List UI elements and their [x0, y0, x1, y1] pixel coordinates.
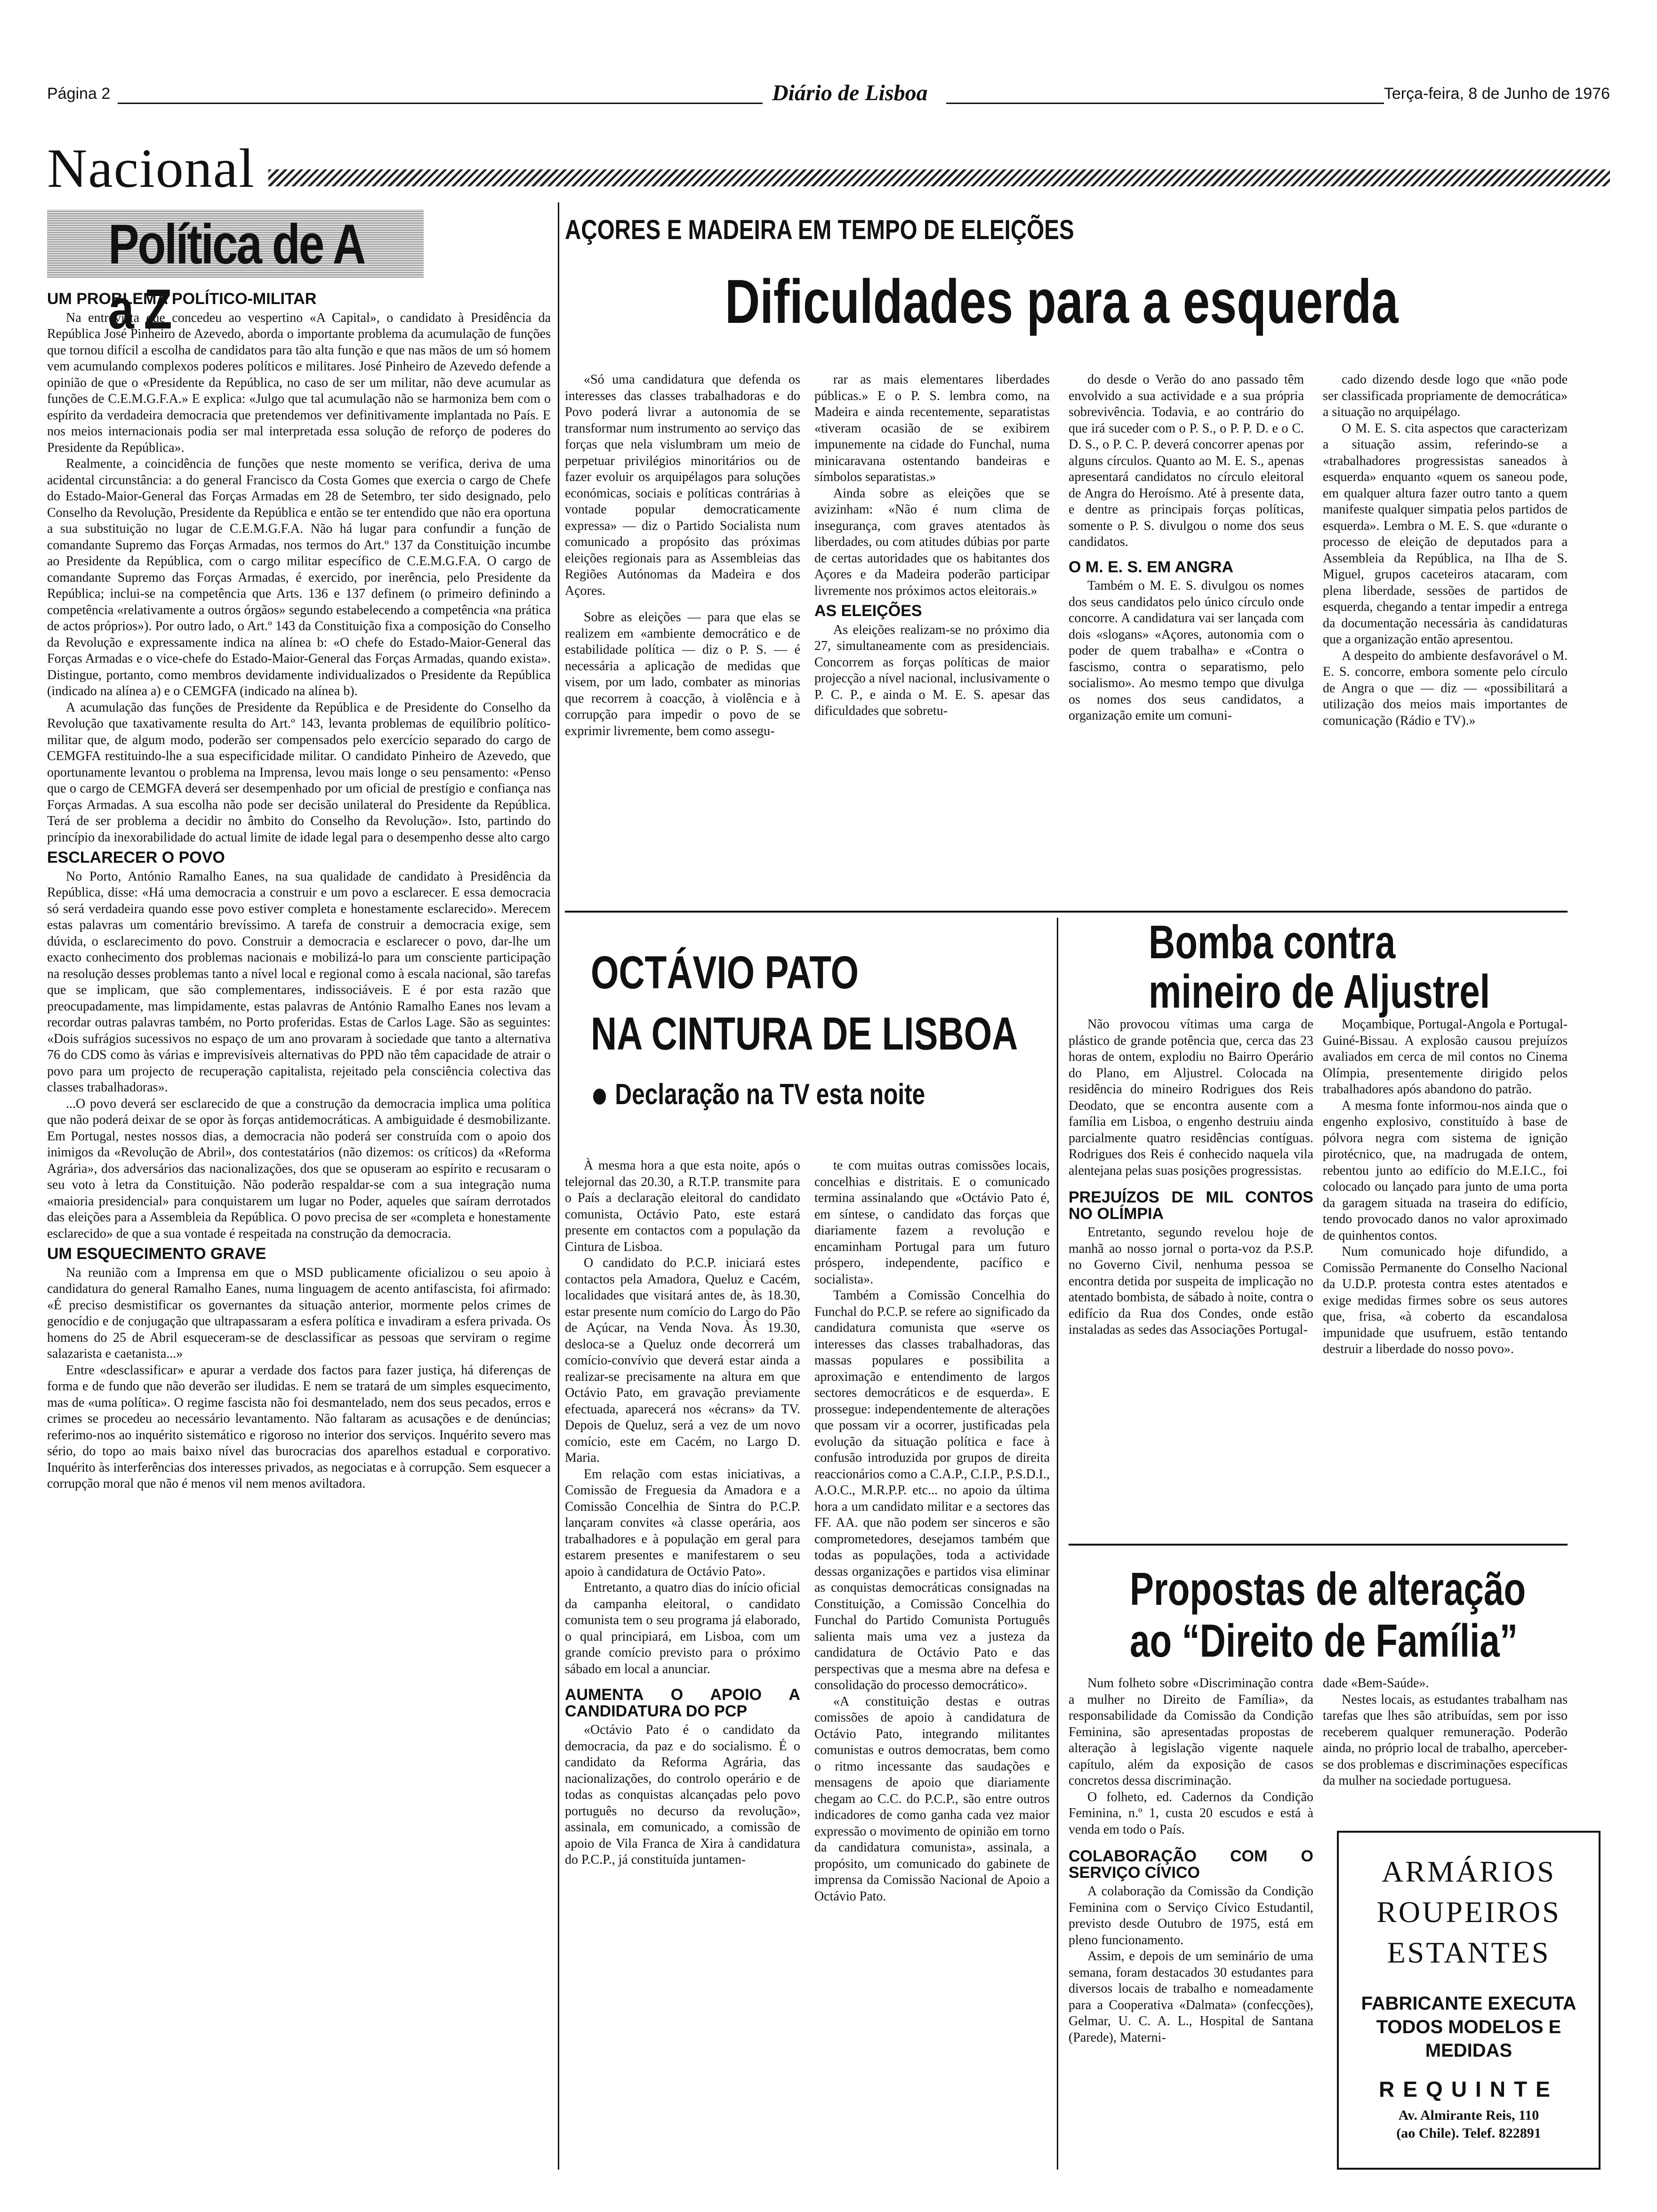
- paragraph: dade «Bem-Saúde».: [1323, 1676, 1429, 1691]
- acores-subhead-angra: O M. E. S. EM ANGRA: [1069, 558, 1234, 576]
- paragraph: As eleições realizam-se no próximo dia 27, simultaneamente com as presidenciais. Concorrem as forças políticas de maior projecção a nível nacional, inclusivamente o P. C. P., e ainda o M. E. S. apesar das dificuldades que sobretu-: [814, 622, 1050, 718]
- column-divider: [558, 202, 559, 2170]
- paragraph: O M. E. S. cita aspectos que caracterizam a situação assim, referindo-se a «trabalhadores progressistas saneados à esquerda» enquanto «quem os saneou pode, em qualquer altura fazer outro tanto a quem manifeste qualquer simpatia pelos partidos de esquerda». Lembra o M. E. S. que «durante o processo de eleição de deputados para a Assembleia da República, na Ilha de S. Miguel, grupos caceteiros atacaram, com plena liberdade, sessões de partidos de esquerda, chegando a tentar impedir a entrega da documentação necessária às candidaturas que a organização então apresentou.: [1323, 421, 1568, 647]
- paragraph: No Porto, António Ramalho Eanes, na sua qualidade de candidato à Presidência da República, disse: «Há uma democracia a construir e um povo a esclarecer. E essa democracia só será verdadeira quando esse povo estiver completa e honestamente esclarecido». Merecem estas palavras um comentário brevíssimo. A tarefa de construir a democracia exige, sem dúvida, o esclarecimento do povo. Construir a democracia e esclarecer o povo, dar-lhe um exacto conhecimento dos problemas nacionais e mobilizá-lo para um consciente participação na resolução desses problemas tanto a nível local e regional como à escala nacional, são tarefas que se implicam, que são complementares, indissociáveis. E é por esta razão que preocupadamente, mas limpidamente, estas palavras de António Ramalho Eanes nos levam a recordar outras palavras também, no Porto proferidas. Estas de Carlos Lage. São as seguintes: «Dois sufrágios sucessivos no espaço de um ano provaram à sociedade que tanto a alternativa 76 do CDS como às várias e imprevisíveis alternativas do PPD não têm capacidade de atrair o povo para um projecto de recuperação capitalista, rejeitado pela consciência colectiva das classes trabalhadoras».: [47, 869, 551, 1095]
- pato-column-1: [565, 1158, 800, 1868]
- pato-column-2: [814, 1158, 1050, 1905]
- paragraph: Realmente, a coincidência de funções que neste momento se verifica, deriva de uma acidental circunstância: a do general Francisco da Costa Gomes que exercia o cargo de Chefe do Estado-Maior-General das Forças Armadas em 28 de Setembro, ter sido designado, pelo Conselho da Revolução, Presidente da República e então se ter entendido que não era oportuna a sua substituição no lugar de C.E.M.G.F.A. Não há lugar para confundir a função de comandante Supremo das Forças Armadas, nos termos do Art.º 137 da Constituição incumbe ao Presidente da República, com o cargo militar específico de C.E.M.G.F.A. O cargo de comandante Supremo das Forças Armadas, é exercido, por inerência, pelo Presidente da República; inclui-se na competência que Arts. 136 e 137 definem (o primeiro definindo a competência «relativamente a outros órgãos» segundo estabelecendo a competência «na prática de actos próprios»). Por outro lado, o Art.º 143 da Constituição fixa a composição do Conselho da Revolução e expressamente indica na alínea b: «O chefe do Estado-Maior-General das Forças Armadas e o vice-chefe do Estado-Maior-General das Forças Armadas, quando exista». Distingue, portanto, como membros devidamente individualizados o Presidente da República (indicado na alínea a) e o CEMGFA (indicado na alínea b).: [47, 457, 551, 698]
- paragraph: O folheto, ed. Cadernos da Condição Feminina, n.º 1, custa 20 escudos e está à venda em todo o País.: [1069, 1789, 1313, 1837]
- pato-subtitle: [593, 1078, 925, 1111]
- ad-line-armarios: ARMÁRIOS: [1382, 1855, 1556, 1888]
- bomba-subhead-prejuizos: PREJUÍZOS DE MIL CONTOS NO OLÍMPIA: [1069, 1188, 1313, 1223]
- paragraph: À mesma hora a que esta noite, após o telejornal das 20.30, a R.T.P. transmite para o País a declaração eleitoral do candidato comunista, Octávio Pato, este estará presente em contactos com a população da Cintura de Lisboa.: [565, 1158, 800, 1254]
- paragraph: Moçambique, Portugal-Angola e Portugal-Guiné-Bissau. A explosão causou prejuízos avaliados em cerca de mil contos no Cinema Olímpia, presentemente dirigido pelos trabalhadores após abandono do patrão.: [1323, 1017, 1568, 1097]
- paragraph: Na entrevista que concedeu ao vespertino «A Capital», o candidato à Presidência da República José Pinheiro de Azevedo, aborda o importante problema da acumulação de funções que tornou difícil a escolha de candidatos para tão alta função e que nas mãos de um só homem vem acumulando complexos poderes políticos e militares. José Pinheiro de Azevedo defende a opinião de que o «Presidente da República, no caso de ser um militar, não deve acumular as funções de C.E.M.G.F.A.» E explica: «Julgo que tal acumulação não se harmoniza bem com o espírito da verdadeira democracia que pretendemos ver definitivamente implantada no País. E nos meios internacionais podia ser mal interpretada essa solução de reforço de poderes do Presidente da República».: [47, 310, 551, 455]
- ad-address-2: (ao Chile). Telef. 822891: [1396, 2125, 1541, 2141]
- paragraph: Nestes locais, as estudantes trabalham nas tarefas que lhes são atribuídas, sem por isso receberem qualquer remuneração. Poderão ainda, no próprio local de trabalho, aperceber-se dos problemas e discriminações específicas da mulher na sociedade portuguesa.: [1323, 1692, 1568, 1788]
- column-divider: [1057, 918, 1058, 2170]
- familia-title-line-2: ao “Direito de Família”: [1130, 1615, 1518, 1667]
- acores-column-4: [1323, 372, 1568, 729]
- bomba-column-2: [1323, 1017, 1568, 1358]
- familia-subhead-servico-civico: COLABORAÇÃO COM O SERVIÇO CÍVICO: [1069, 1847, 1313, 1882]
- paragraph: Entretanto, segundo revelou hoje de manhã ao nosso jornal o porta-voz da P.S.P. no Governo Civil, nenhuma pessoa se encontra detida por suspeita de implicação no atentado bombista, de sábado à noite, contra o edifício da Rua dos Condes, onde estão instaladas as sedes das Associações Portugal-: [1069, 1225, 1313, 1337]
- masthead-rule-right: [946, 103, 1384, 104]
- bomba-column-1: [1069, 1017, 1313, 1338]
- issue-date: Terça-feira, 8 de Junho de 1976: [1384, 85, 1610, 103]
- paragraph: Na reunião com a Imprensa em que o MSD publicamente oficializou o seu apoio à candidatura do general Ramalho Eanes, numa linguagem de acento antifascista, foi afirmado: «É preciso desmistificar os governantes da situação anterior, mormente pelos crimes de genocídio e de conjugação que ultrapassaram a esfera política e invadiram a esfera privada. Os homens do 25 de Abril esqueceram-se de desclassificar as pessoas que serviram o regime salazarista e caetanista...»: [47, 1265, 551, 1361]
- paragraph: Também o M. E. S. divulgou os nomes dos seus candidatos pelo único círculo onde concorre. A candidatura vai ser lançada com dois «slogans» «Açores, autonomia com o poder de quem trabalha» e «Contra o fascismo, contra o separatismo, pelo socialismo». Ao mesmo tempo que divulga os nomes dos seus candidatos, a organização emite um comuni-: [1069, 578, 1304, 723]
- ad-line-estantes: ESTANTES: [1387, 1936, 1551, 1969]
- paragraph: Em relação com estas iniciativas, a Comissão de Freguesia da Amadora e a Comissão Concelhia de Sintra do P.C.P. lançaram convites «à classe operária, aos trabalhadores e à população em geral para estarem presentes e manifestarem o seu apoio à candidatura de Octávio Pato».: [565, 1467, 800, 1579]
- familia-column-2: [1323, 1675, 1568, 1789]
- bomba-title-line-2: mineiro de Aljustrel: [1149, 965, 1490, 1018]
- paragraph: cado dizendo desde logo que «não pode ser classificada propriamente de democrática» a situação no arquipélago.: [1323, 372, 1568, 419]
- acores-subhead-eleicoes: AS ELEIÇÕES: [814, 602, 922, 620]
- paragraph: A colaboração da Comissão da Condição Feminina com o Serviço Cívico Estudantil, previsto desde Outubro de 1975, está em pleno funcionamento.: [1069, 1884, 1313, 1948]
- acores-column-2: [814, 372, 1050, 720]
- paragraph: Ainda sobre as eleições que se avizinham: «Não é num clima de insegurança, com graves atentados às liberdades, ou com atitudes dúbias por parte de certas autoridades que os habitantes dos Açores e da Madeira poderão participar livremente nos próximos actos eleitorais.»: [814, 486, 1050, 598]
- paragraph: ...O povo deverá ser esclarecido de que a construção da democracia implica uma política que não poderá deixar de se opor às forças antidemocráticas. A ambiguidade é desmobilizante. Em Portugal, nestes nossos dias, a democracia não poderá ser construída com o apoio dos inimigos da «Revolução de Abril», dos contestatários (não dizemos: os críticos) da «Reforma Agrária», dos adversários das nacionalizações, dos que se opuseram ao espírito e recusaram o seu voto à letra da Constituição. Não poderão respaldar-se com a sua integração numa «maioria presidencial» para conquistarem um lugar no Poder, aqueles que saíram derrotados das eleições para a Assembleia da República. O povo precisa de ser «completa e honestamente esclarecido» de que a sua vontade é respeitada na construção da democracia.: [47, 1096, 551, 1241]
- paragraph: Entre «desclassificar» e apurar a verdade dos factos para fazer justiça, há diferenças de forma e de fundo que não deverão ser iludidas. E nem se tratará de um simples esquecimento, mas de «uma política». O regime fascista não foi desmantelado, nem dos seus pecados, erros e crimes se procedeu ao necessário levantamento. Não faltaram as acusações e de denúncias; referimo-nos ao inquérito sistemático e rigoroso no interior dos serviços. Inquérito severo mas sério, do topo ao mais baixo nível das burocracias dos aparelhos estadual e corporativo. Inquérito às interferências dos interesses privados, as negociatas e à corrupção. Sem esquecer a corrupção moral que não é menos vil nem menos aviltadora.: [47, 1362, 551, 1491]
- familia-column-1: [1069, 1675, 1313, 2046]
- horizontal-divider: [1069, 1544, 1568, 1546]
- newspaper-name: Diário de Lisboa: [772, 80, 928, 105]
- paragraph: A despeito do ambiente desfavorável o M. E. S. concorre, embora somente pelo círculo de Angra o que — diz — «possibilitará a utilização dos meios mais importantes de comunicação (Rádio e TV).»: [1323, 648, 1568, 728]
- politica-column: [47, 287, 551, 1492]
- paragraph: «A constituição destas e outras comissões de apoio à candidatura de Octávio Pato, integrando militantes comunistas e outros democratas, bem como o ritmo incessante das saudações e mensagens de apoio que diariamente chegam ao C.C. do P.C.P., são entre outros indicadores de como ganha cada vez maior expressão o movimento de opinião em torno da candidatura comunista», assinala, a propósito, um comunicado do gabinete de imprensa da Comissão Nacional de Apoio a Octávio Pato.: [814, 1694, 1050, 1904]
- paragraph: A mesma fonte informou-nos ainda que o engenho explosivo, constituído à base de pólvora negra com sistema de ignição pirotécnico, que, na madrugada de ontem, rebentou junto ao edifício do M.E.I.C., foi colocado ou lançado para junto de uma porta da garagem situada na traseira do edifício, tendo provocado danos no valor aproximado de quinhentos contos.: [1323, 1098, 1568, 1243]
- paragraph: «Octávio Pato é o candidato da democracia, da paz e do socialismo. É o candidato da Reforma Agrária, das nacionalizações, do controlo operário e de todas as conquistas alcançadas pelo povo português no decurso da revolução», assinala, em comunicado, a comissão de apoio de Vila Franca de Xira à candidatura do P.C.P., já constituída juntamen-: [565, 1723, 800, 1867]
- ad-fabricante: FABRICANTE EXECUTA TODOS MODELOS E MEDIDAS: [1361, 1993, 1577, 2061]
- bullet-icon: [593, 1089, 606, 1105]
- ad-brand: REQUINTE: [1379, 2077, 1559, 2101]
- paragraph: te com muitas outras comissões locais, concelhias e distritais. E o comunicado termina assinalando que «Octávio Pato é, em síntese, o candidato das forças que diariamente fazem a revolução e encaminham Portugal para um futuro próspero, independente, pacífico e socialista».: [814, 1158, 1050, 1287]
- pato-title-line-2: NA CINTURA DE LISBOA: [591, 1008, 1018, 1059]
- pato-subhead-apoio: AUMENTA O APOIO A CANDIDATURA DO PCP: [565, 1686, 800, 1720]
- acores-column-3: [1069, 372, 1304, 724]
- paragraph: O candidato do P.C.P. iniciará estes contactos pela Amadora, Queluz e Cacém, localidades que visitará antes de, às 18.30, estar presente num comício do Largo do Pão de Açúcar, na Venda Nova. Às 19.30, desloca-se a Queluz onde decorrerá um comício-convívio que deverá estar ainda a realizar-se precisamente na altura em que Octávio Pato, em gravação previamente efectuada, aparecerá nos «écrans» da TV. Depois de Queluz, será a vez de um novo comício, este em Cacém, no Largo D. Maria.: [565, 1256, 800, 1465]
- paragraph: «Só uma candidatura que defenda os interesses das classes trabalhadoras e do Povo poderá livrar a autonomia de se transformar num instrumento ao serviço das forças que nela vislumbram um meio de perpetuar privilégios minoritários ou de fazer evoluir os arquipélagos para soluções económicas, sociais e políticas contrárias à vontade popular democraticamente expressa» — diz o Partido Socialista num comunicado a propósito das próximas eleições regionais para as Assembleias das Regiões Autónomas da Madeira e dos Açores.: [565, 372, 800, 598]
- paragraph: A acumulação das funções de Presidente da República e de Presidente do Conselho da Revolução que taxativamente resulta do Art.º 143, levanta problemas de equilíbrio político-militar que, de algum modo, poderão ser compensados pelo exercício separado do cargo de CEMGFA restituindo-lhe a sua especificidade militar. O candidato Pinheiro de Azevedo, que oportunamente levantou o problema na Imprensa, levou mais longe o seu pensamento: «Penso que o cargo de CEMGFA deverá ser desempenhado por um oficial de prestígio e confiança nas Forças Armadas. A sua escolha não pode ser decisão unilateral do Presidente da República. Terá de ser problema a decidir no âmbito do Conselho da Revolução». Isto, partindo do princípio da inexorabilidade do actual limite de idade legal para o desempenho desse alto cargo: [47, 700, 551, 845]
- advertisement-box: [1337, 1831, 1601, 2170]
- masthead-rule-left: [118, 103, 763, 104]
- acores-kicker: AÇORES E MADEIRA EM TEMPO DE ELEIÇÕES: [565, 215, 1074, 245]
- paragraph: Sobre as eleições — para que elas se realizem em «ambiente democrático e de estabilidade política — diz o P. S. — é necessária a aplicação de medidas que visem, por um lado, combater as minorias que recorrem à coacção, à violência e à corrupção para impedir o povo de se exprimir livremente, bem como assegu-: [565, 610, 800, 738]
- paragraph: Num comunicado hoje difundido, a Comissão Permanente do Conselho Nacional da U.D.P. protesta contra estes atentados e exige medidas firmes sobre os seus autores que, frisa, «à coberto da escandalosa impunidade que usufruem, estão tentando destruir a liberdade do nosso povo».: [1323, 1244, 1568, 1356]
- politica-subhead-3: UM ESQUECIMENTO GRAVE: [47, 1245, 266, 1263]
- politica-subhead-2: ESCLARECER O POVO: [47, 849, 225, 866]
- pato-subtitle-text: Declaração na TV esta noite: [615, 1078, 925, 1111]
- familia-title-line-1: Propostas de alteração: [1130, 1563, 1526, 1615]
- ad-address-1: Av. Almirante Reis, 110: [1398, 2108, 1539, 2123]
- page-number: Página 2: [47, 85, 111, 103]
- politica-subhead-1: UM PROBLEMA POLÍTICO-MILITAR: [47, 290, 317, 308]
- paragraph: Num folheto sobre «Discriminação contra a mulher no Direito de Família», da responsabilidade da Comissão da Condição Feminina, são apresentadas propostas de alteração à legislação vigente naquele capítulo, além da exposição de casos concretos dessa discriminação.: [1069, 1676, 1313, 1788]
- paragraph: Não provocou vítimas uma carga de plástico de grande potência que, cerca das 23 horas de ontem, explodiu no Bairro Operário do Plano, em Aljustrel. Colocada na residência do mineiro Rodrigues dos Reis Deodato, que se encontra ausente com a família em Lisboa, o engenho destruiu ainda parcialmente quatro residências contíguas. Rodrigues dos Reis é conhecido naquela vila alentejana pelas suas posições progressistas.: [1069, 1017, 1313, 1178]
- masthead: [47, 80, 1610, 108]
- bomba-title-line-1: Bomba contra: [1149, 916, 1396, 969]
- acores-title: Dificuldades para a esquerda: [725, 267, 1399, 336]
- section-title: Nacional: [47, 137, 255, 199]
- ad-line-roupeiros: ROUPEIROS: [1376, 1895, 1561, 1929]
- paragraph: Também a Comissão Concelhia do Funchal do P.C.P. se refere ao significado da candidatura comunista que «serve os interesses das classes trabalhadoras, das massas populares e possibilita a aproximação e entendimento de largos sectores democráticos e de esquerda». E prossegue: independentemente de alterações que possam vir a ocorrer, justificadas pela evolução da situação política e face à confusão introduzida por grupos de direita reaccionários como a C.A.P., C.I.P., P.S.D.I., A.O.C., M.R.P.P. etc... no apoio da última hora a um candidato militar e a sectores das FF. AA. que não podem ser sinceros e são comprometedores, desejamos também que todas as populações, toda a actividade dessas organizações e partidos visa eliminar as conquistas democráticas consignadas na Constituição, a Comissão Concelhia do Funchal do Partido Comunista Português salienta mais uma vez a justeza da candidatura de Octávio Pato e das perspectivas que a mesma abre na defesa e consolidação do processo democrático».: [814, 1288, 1050, 1692]
- acores-column-1: [565, 372, 800, 739]
- politica-title: Política de A a Z: [108, 213, 363, 341]
- paragraph: Assim, e depois de um seminário de uma semana, foram destacados 30 estudantes para diversos locais de trabalho e nomeadamente para a Cooperativa «Dalmata» (confecções), Gelmar, U. C. A. L., Hospital de Santana (Parede), Materni-: [1069, 1949, 1313, 2045]
- pato-title-line-1: OCTÁVIO PATO: [591, 946, 859, 998]
- paragraph: rar as mais elementares liberdades públicas.» E o P. S. lembra como, na Madeira e ainda recentemente, separatistas «tiveram ocasião de se exibirem impunemente na cidade do Funchal, numa minicaravana ostentando bandeiras e símbolos separatistas.»: [814, 372, 1050, 484]
- section-hatch-rule: [268, 169, 1610, 186]
- paragraph: Entretanto, a quatro dias do início oficial da campanha eleitoral, o candidato comunista tem o seu programa já elaborado, o qual principiará, em Lisboa, com um grande comício previsto para o próximo sábado em local a anunciar.: [565, 1580, 800, 1676]
- paragraph: do desde o Verão do ano passado têm envolvido a sua actividade e a sua própria sobrevivência. Todavia, e ao contrário do que irá suceder com o P. S., o P. P. D. e o C. D. S., o P. C. P. deverá concorrer apenas por alguns círculos. Quanto ao M. E. S., apenas apresentará candidatos no círculo eleitoral de Angra do Heroísmo. Até à presente data, e dentre as principais forças políticas, somente o P. S. divulgou o nome dos seus candidatos.: [1069, 372, 1304, 549]
- horizontal-divider: [565, 911, 1568, 913]
